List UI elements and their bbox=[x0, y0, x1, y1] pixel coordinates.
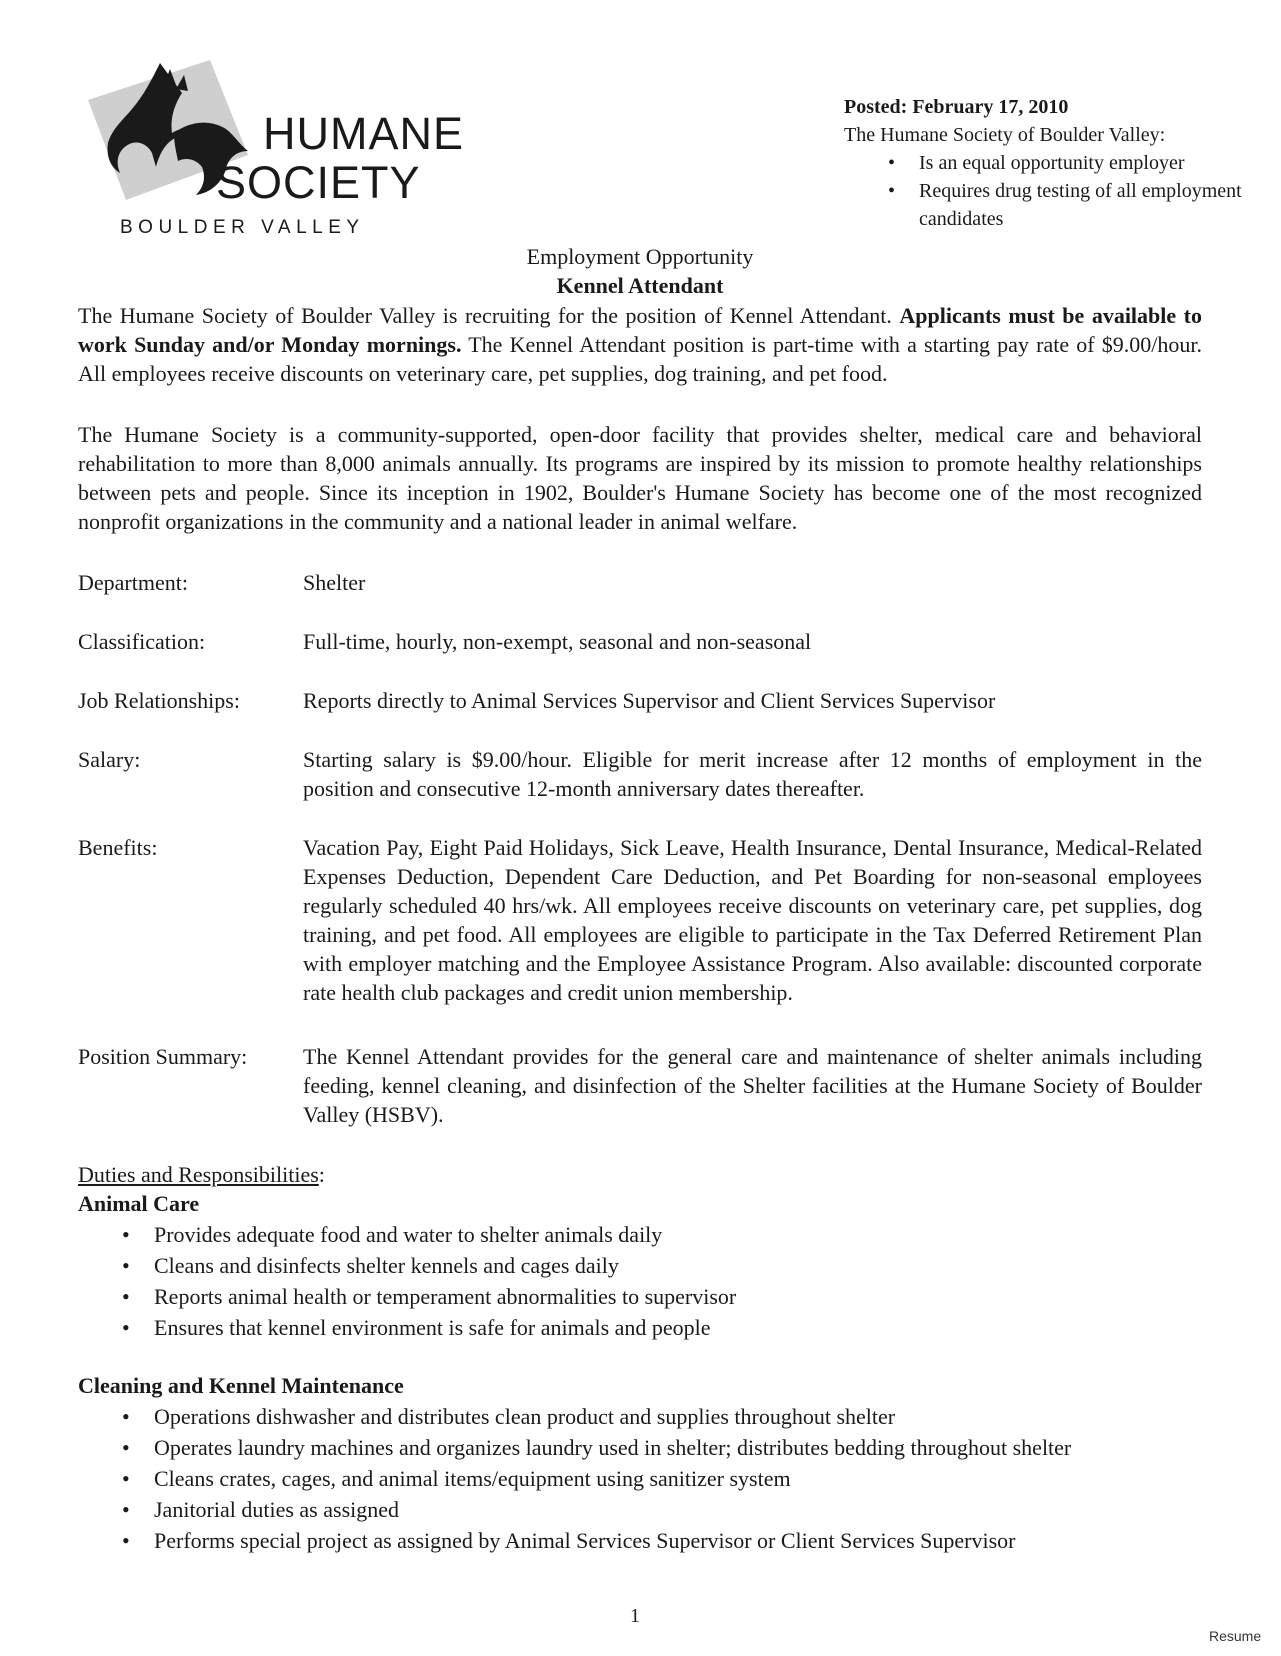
section-title-cleaning: Cleaning and Kennel Maintenance bbox=[78, 1373, 404, 1398]
list-item: • Cleans crates, cages, and animal items/equipment using sanitizer system bbox=[78, 1463, 1202, 1494]
bullet-icon: • bbox=[122, 1497, 130, 1522]
document-title: Kennel Attendant bbox=[556, 273, 724, 298]
bullet-icon: • bbox=[122, 1466, 130, 1491]
detail-value: Full-time, hourly, non-exempt, seasonal and non-seasonal bbox=[303, 629, 812, 654]
bullet-icon: • bbox=[888, 180, 896, 202]
animal-care-list bbox=[78, 1219, 1202, 1343]
bullet-icon: • bbox=[122, 1528, 130, 1553]
bullet-icon: • bbox=[122, 1253, 130, 1278]
posted-org: The Humane Society of Boulder Valley: bbox=[844, 124, 1166, 146]
detail-label: Benefits: bbox=[78, 835, 158, 860]
detail-value: Shelter bbox=[303, 570, 366, 595]
detail-label: Position Summary: bbox=[78, 1044, 248, 1069]
detail-value: Starting salary is $9.00/hour. Eligible for merit increase after 12 months of employment in the position and consecutive 12-month anniversary dates thereafter. bbox=[303, 747, 1202, 801]
availability-requirement: Applicants must be available to work Sunday and/or Monday mornings. bbox=[78, 303, 1202, 357]
cleaning-maintenance-list bbox=[78, 1401, 1202, 1556]
detail-label: Classification: bbox=[78, 629, 206, 654]
list-item: • Ensures that kennel environment is safe for animals and people bbox=[78, 1312, 1202, 1343]
list-item: • Provides adequate food and water to shelter animals daily bbox=[78, 1219, 1202, 1250]
humane-society-logo bbox=[78, 55, 498, 245]
intro-paragraph: The Humane Society of Boulder Valley is recruiting for the position of Kennel Attendant. Applicants must be available to work Sunday and/or Monday mornings. The Kennel Attendant position is part-time with a starting pay rate of $9.00/hour. All employees receive discounts on veterinary care, pet supplies, dog training, and pet food. bbox=[78, 303, 1203, 386]
about-paragraph: The Humane Society is a community-supported, open-door facility that provides shelter, medical care and behavioral rehabilitation to more than 8,000 animals annually. Its programs are inspired by its mission to promote healthy relationships between pets and people. Since its inception in 1902, Boulder's Humane Society has become one of the most recognized nonprofit organizations in the community and a national leader in animal welfare. bbox=[78, 422, 1202, 534]
section-title-animal-care: Animal Care bbox=[78, 1191, 200, 1216]
page-number: 1 bbox=[630, 1605, 640, 1627]
detail-label: Salary: bbox=[78, 747, 141, 772]
bullet-icon: • bbox=[122, 1284, 130, 1309]
logo-line-boulder-valley: BOULDER VALLEY bbox=[120, 217, 365, 238]
duties-heading: Duties and Responsibilities: bbox=[78, 1162, 325, 1187]
posted-date: Posted: February 17, 2010 bbox=[844, 96, 1069, 118]
logo-line-humane: HUMANE bbox=[263, 108, 465, 159]
logo-line-society: SOCIETY bbox=[216, 157, 421, 208]
list-item: • Operations dishwasher and distributes clean product and supplies throughout shelter bbox=[78, 1401, 1202, 1432]
detail-value: Vacation Pay, Eight Paid Holidays, Sick Leave, Health Insurance, Dental Insurance, Medical-Related Expenses Deduction, Dependent Care Deduction, and Pet Boarding for non-seasonal employees regularly scheduled 40 hrs/wk. All employees receive discounts on veterinary care, pet supplies, dog training, and pet food. All employees are eligible to participate in the Tax Deferred Retirement Plan with employer matching and the Employee Assistance Program. Also available: discounted corporate rate health club packages and credit union membership. bbox=[303, 835, 1202, 1005]
list-item: • Is an equal opportunity employer bbox=[844, 149, 1264, 177]
list-item: • Performs special project as assigned by Animal Services Supervisor or Client Services Supervisor bbox=[78, 1525, 1202, 1556]
posted-info bbox=[844, 93, 1264, 233]
bullet-icon: • bbox=[122, 1404, 130, 1429]
watermark-label: Resume bbox=[1209, 1628, 1262, 1644]
bullet-icon: • bbox=[888, 152, 896, 174]
list-item: • Operates laundry machines and organizes laundry used in shelter; distributes bedding throughout shelter bbox=[78, 1432, 1202, 1463]
list-item: • Janitorial duties as assigned bbox=[78, 1494, 1202, 1525]
bullet-icon: • bbox=[122, 1435, 130, 1460]
list-item: • Reports animal health or temperament abnormalities to supervisor bbox=[78, 1281, 1202, 1312]
detail-value: The Kennel Attendant provides for the general care and maintenance of shelter animals including feeding, kennel cleaning, and disinfection of the Shelter facilities at the Humane Society of Boulder Valley (HSBV). bbox=[303, 1044, 1202, 1127]
detail-label: Job Relationships: bbox=[78, 688, 240, 713]
list-item: • Requires drug testing of all employment candidates bbox=[844, 177, 1264, 233]
detail-value: Reports directly to Animal Services Supervisor and Client Services Supervisor bbox=[303, 688, 996, 713]
posted-bullets bbox=[844, 149, 1264, 233]
list-item: • Cleans and disinfects shelter kennels and cages daily bbox=[78, 1250, 1202, 1281]
document-subtitle: Employment Opportunity bbox=[526, 244, 754, 269]
detail-label: Department: bbox=[78, 570, 188, 595]
bullet-icon: • bbox=[122, 1315, 130, 1340]
bullet-icon: • bbox=[122, 1222, 130, 1247]
